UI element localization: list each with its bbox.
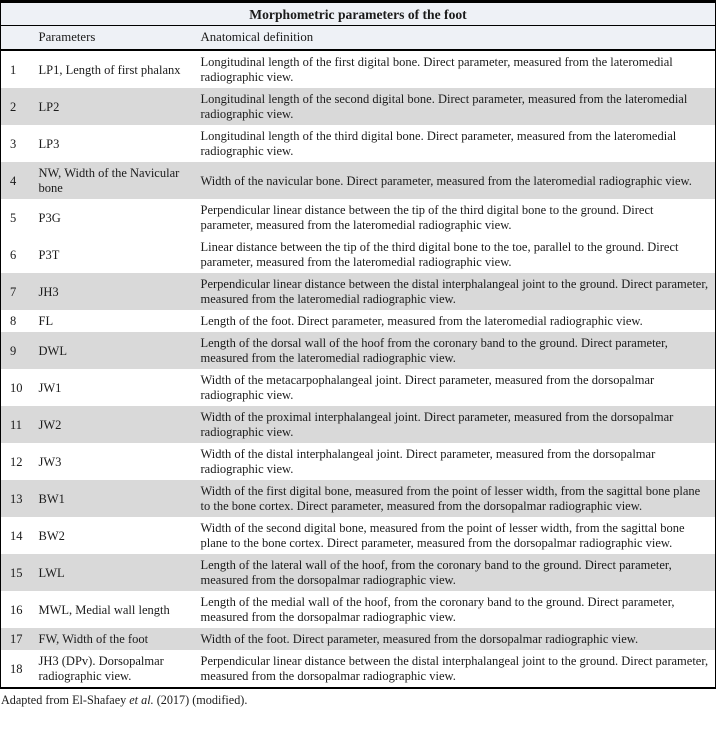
table-row (1, 369, 716, 406)
row-number: 12 (10, 454, 23, 469)
table-row (1, 273, 716, 310)
parameter-cell: FL (38, 314, 54, 328)
row-number: 6 (10, 247, 17, 262)
definition-cell: Width of the first digital bone, measured from the point of lesser width, from the sagittal bone plane to the bone cortex. Direct parameter, measured from the dorsopalmar radiographic view. (200, 484, 701, 513)
parameter-cell: MWL, Medial wall length (38, 602, 170, 617)
row-number: 7 (10, 284, 17, 299)
parameter-cell: LP2 (38, 99, 60, 114)
definition-cell: Width of the proximal interphalangeal joint. Direct parameter, measured from the dorsopalmar radiographic view. (200, 410, 674, 439)
row-number: 13 (10, 491, 23, 506)
definition-cell: Longitudinal length of the third digital bone. Direct parameter, measured from the lateromedial radiographic view. (200, 129, 677, 158)
definition-cell: Width of the distal interphalangeal joint. Direct parameter, measured from the dorsopalmar radiographic view. (200, 447, 656, 476)
definition-cell: Width of the metacarpophalangeal joint. Direct parameter, measured from the dorsopalmar radiographic view. (200, 373, 655, 402)
table-row (1, 554, 716, 591)
table-row (1, 162, 716, 199)
row-number: 15 (10, 565, 23, 580)
definition-cell: Width of the foot. Direct parameter, measured from the dorsopalmar radiographic view. (200, 632, 639, 646)
definition-cell: Length of the medial wall of the hoof, from the coronary band to the ground. Direct parameter, measured from the dorsopalmar radiographic view. (200, 595, 675, 624)
definition-cell: Length of the lateral wall of the hoof, from the coronary band to the ground. Direct parameter, measured from the dorsopalmar radiographic view. (200, 558, 672, 587)
table-row (1, 628, 716, 650)
definition-cell: Length of the dorsal wall of the hoof from the coronary band to the ground. Direct parameter, measured from the lateromedial radiographic view. (200, 336, 668, 365)
parameter-cell: BW2 (38, 528, 65, 543)
row-number: 8 (10, 314, 17, 328)
row-number: 16 (10, 602, 23, 617)
footnote-suffix: (2017) (modified). (153, 693, 248, 707)
table-row (1, 443, 716, 480)
parameter-cell: JH3 (DPv). Dorsopalmar radiographic view. (38, 654, 164, 683)
row-number: 1 (10, 62, 17, 77)
definition-cell: Length of the foot. Direct parameter, measured from the lateromedial radiographic view. (200, 314, 643, 328)
table-row (1, 332, 716, 369)
row-number: 18 (10, 661, 23, 676)
table-row (1, 591, 716, 628)
table-row (1, 125, 716, 162)
header-parameters: Parameters (39, 26, 201, 51)
parameter-cell: BW1 (38, 491, 65, 506)
table-row (1, 50, 716, 88)
definition-cell: Perpendicular linear distance between the distal interphalangeal joint to the ground. Direct parameter, measured from the lateromedial radiographic view. (200, 277, 709, 306)
row-number: 11 (10, 417, 23, 432)
row-number: 4 (10, 173, 17, 188)
parameter-cell: LWL (38, 565, 65, 580)
table-row (1, 517, 716, 554)
definition-cell: Width of the navicular bone. Direct parameter, measured from the lateromedial radiographic view. (200, 173, 692, 188)
parameter-cell: JW2 (38, 417, 62, 432)
definition-cell: Longitudinal length of the second digital bone. Direct parameter, measured from the lateromedial radiographic view. (200, 92, 688, 121)
table-row (1, 88, 716, 125)
table-row (1, 480, 716, 517)
table-row (1, 406, 716, 443)
parameter-cell: FW, Width of the foot (38, 632, 149, 646)
parameter-cell: LP1, Length of first phalanx (38, 62, 181, 77)
definition-cell: Linear distance between the tip of the third digital bone to the toe, parallel to the ground. Direct parameter, measured from the lateromedial radiographic view. (200, 240, 679, 269)
header-anatomical-definition: Anatomical definition (201, 26, 716, 51)
parameter-cell: NW, Width of the Navicular bone (38, 166, 180, 195)
table-header-row (1, 26, 716, 51)
table-row (1, 310, 716, 332)
row-number: 9 (10, 343, 17, 358)
table-title-row (1, 2, 716, 26)
header-empty (1, 26, 39, 51)
row-number: 14 (10, 528, 23, 543)
table-row (1, 236, 716, 273)
row-number: 2 (10, 99, 17, 114)
table-title: Morphometric parameters of the foot (1, 2, 716, 26)
parameter-cell: DWL (38, 343, 67, 358)
definition-cell: Width of the second digital bone, measured from the point of lesser width, from the sagittal bone plane to the bone cortex. Direct parameter, measured from the dorsopalmar radiographic view. (200, 521, 685, 550)
row-number: 5 (10, 210, 17, 225)
parameter-cell: JH3 (38, 284, 59, 299)
table-body (1, 50, 716, 688)
definition-cell: Perpendicular linear distance between the distal interphalangeal joint to the ground. Direct parameter, measured from the dorsopalmar radiographic view. (200, 654, 709, 683)
row-number: 17 (10, 632, 23, 646)
parameter-cell: LP3 (38, 136, 60, 151)
table-footnote (0, 689, 716, 708)
table-row (1, 650, 716, 688)
definition-cell: Longitudinal length of the first digital bone. Direct parameter, measured from the lateromedial radiographic view. (200, 55, 673, 84)
parameter-cell: P3T (38, 247, 60, 262)
parameter-cell: P3G (38, 210, 61, 225)
row-number: 10 (10, 380, 23, 395)
row-number: 3 (10, 136, 17, 151)
table-row (1, 199, 716, 236)
footnote-et-al: et al. (129, 693, 154, 707)
definition-cell: Perpendicular linear distance between the tip of the third digital bone to the ground. Direct parameter, measured from the lateromedial radiographic view. (200, 203, 654, 232)
footnote-prefix: Adapted from El-Shafaey (1, 693, 130, 707)
parameter-cell: JW1 (38, 380, 62, 395)
parameter-cell: JW3 (38, 454, 62, 469)
